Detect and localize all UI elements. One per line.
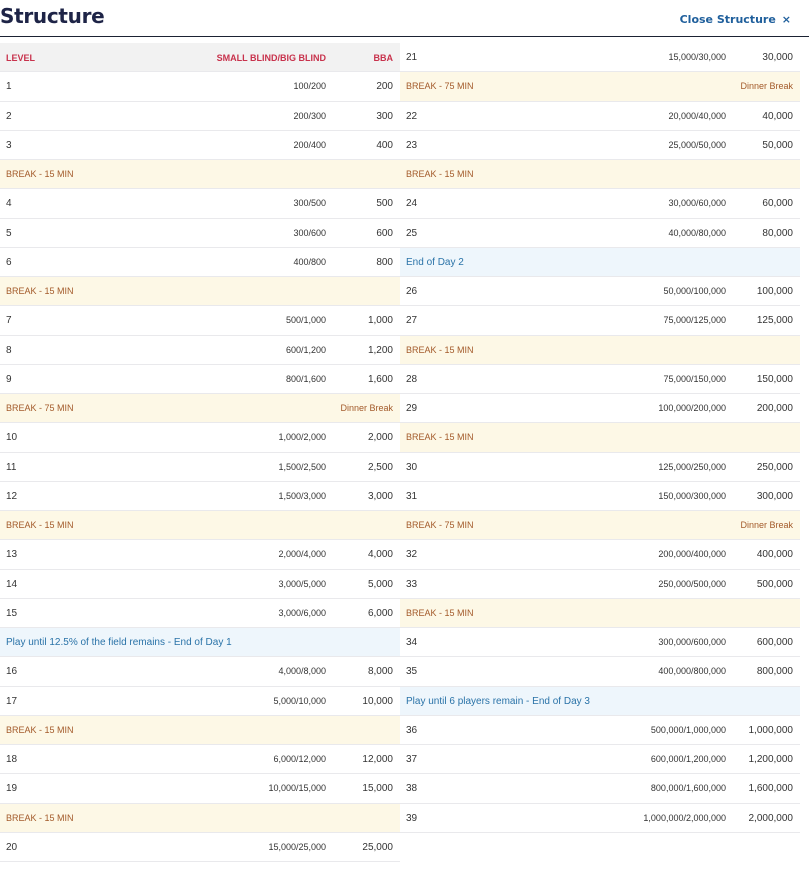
break-note: Dinner Break	[740, 81, 793, 92]
level-number: 26	[406, 286, 418, 297]
blinds-value: 15,000/25,000	[268, 841, 326, 852]
bba-value: 200	[376, 81, 393, 93]
break-row	[0, 716, 400, 745]
level-number: 3	[6, 139, 12, 151]
level-row	[400, 394, 800, 423]
level-row	[400, 716, 800, 745]
level-number: 27	[406, 315, 418, 327]
bba-value: 150,000	[756, 373, 793, 385]
level-number: 30	[406, 461, 418, 473]
structure-table-right	[400, 43, 800, 833]
page-title: Structure	[0, 4, 105, 28]
level-number: 13	[6, 549, 18, 561]
break-label: BREAK - 75 MIN	[406, 81, 474, 92]
level-row	[400, 804, 800, 833]
blinds-value: 600,000/1,200,000	[650, 754, 726, 764]
level-number: 33	[406, 578, 418, 590]
level-row	[400, 540, 800, 569]
blinds-value: 150,000/300,000	[658, 490, 726, 501]
level-number: 19	[6, 783, 18, 795]
blinds-value: 200,000/400,000	[658, 549, 726, 560]
level-row	[0, 189, 400, 218]
break-label: BREAK - 15 MIN	[6, 724, 74, 735]
level-row	[400, 570, 800, 599]
blinds-value: 5,000/10,000	[273, 695, 326, 706]
break-label: BREAK - 15 MIN	[406, 344, 474, 355]
blinds-value: 3,000/5,000	[278, 578, 326, 589]
level-row	[400, 306, 800, 335]
level-row	[0, 687, 400, 716]
level-number: 25	[406, 227, 418, 239]
blinds-value: 200/400	[293, 139, 326, 150]
blinds-value: 30,000/60,000	[668, 198, 726, 209]
bba-value: 12,000	[362, 754, 393, 765]
structure-tables	[0, 43, 800, 890]
bba-value: 100,000	[756, 286, 793, 297]
level-number: 14	[6, 578, 18, 590]
level-row	[0, 219, 400, 248]
level-row	[0, 774, 400, 803]
level-number: 7	[6, 315, 12, 327]
bba-value: 60,000	[762, 198, 793, 210]
break-row	[0, 804, 400, 833]
level-row	[0, 599, 400, 628]
blinds-value: 800/1,600	[285, 373, 326, 384]
break-label: BREAK - 75 MIN	[406, 520, 474, 530]
blinds-value: 200/300	[293, 110, 326, 121]
bba-value: 800	[376, 256, 393, 268]
level-row	[0, 306, 400, 335]
blinds-value: 3,000/6,000	[278, 607, 326, 618]
blinds-value: 1,500/2,500	[278, 461, 326, 472]
bba-value: 1,000,000	[748, 724, 793, 736]
blinds-value: 100,000/200,000	[658, 403, 726, 413]
break-row	[400, 160, 800, 189]
blinds-value: 300/600	[293, 227, 326, 238]
level-number: 22	[406, 110, 418, 122]
bba-value: 300,000	[756, 490, 793, 502]
break-label: BREAK - 15 MIN	[406, 607, 474, 618]
level-row	[400, 657, 800, 686]
bba-value: 300	[376, 110, 393, 122]
level-row	[0, 657, 400, 686]
bba-value: 1,200,000	[748, 754, 793, 765]
level-row	[400, 131, 800, 160]
level-row	[400, 453, 800, 482]
level-row	[400, 628, 800, 657]
break-row	[400, 72, 800, 101]
break-label: BREAK - 15 MIN	[6, 169, 74, 179]
level-row	[400, 102, 800, 131]
day-end-label: End of Day 2	[406, 256, 464, 268]
bba-value: 125,000	[756, 315, 793, 327]
break-row	[400, 423, 800, 452]
blinds-value: 40,000/80,000	[668, 227, 726, 238]
blinds-value: 600/1,200	[285, 344, 326, 355]
level-row	[0, 540, 400, 569]
blinds-value: 400,000/800,000	[658, 666, 726, 677]
blinds-value: 25,000/50,000	[668, 139, 726, 150]
close-structure-label: Close Structure	[679, 13, 776, 26]
level-row	[0, 102, 400, 131]
level-number: 34	[406, 637, 418, 648]
level-number: 2	[6, 110, 12, 122]
bba-column-header: BBA	[373, 53, 393, 63]
bba-value: 8,000	[367, 666, 393, 678]
break-label: BREAK - 15 MIN	[6, 520, 74, 530]
bba-value: 6,000	[367, 607, 393, 619]
level-number: 38	[406, 783, 418, 795]
level-row	[400, 745, 800, 774]
break-row	[0, 511, 400, 540]
break-row	[0, 160, 400, 189]
level-row	[400, 219, 800, 248]
blinds-value: 2,000/4,000	[278, 549, 326, 560]
level-number: 9	[6, 373, 12, 385]
bba-value: 1,200	[367, 344, 393, 356]
level-row	[400, 482, 800, 511]
blinds-value: 500/1,000	[285, 315, 326, 326]
break-row	[0, 277, 400, 306]
break-note: Dinner Break	[740, 520, 793, 530]
level-number: 29	[406, 403, 418, 414]
blinds-value: 300,000/600,000	[658, 637, 726, 647]
blinds-value: 20,000/40,000	[668, 110, 726, 121]
level-row	[0, 833, 400, 862]
level-row	[0, 131, 400, 160]
level-row	[0, 482, 400, 511]
blinds-value: 1,000,000/2,000,000	[643, 812, 726, 823]
level-row	[400, 365, 800, 394]
level-number: 23	[406, 139, 418, 151]
level-number: 8	[6, 344, 12, 356]
bba-value: 15,000	[362, 783, 393, 795]
blinds-value: 75,000/125,000	[663, 315, 726, 326]
bba-value: 2,000	[367, 432, 393, 444]
bba-value: 4,000	[367, 549, 393, 561]
day-end-row	[0, 628, 400, 657]
level-number: 1	[6, 81, 12, 93]
blinds-value: 500,000/1,000,000	[650, 724, 726, 735]
bba-value: 2,000,000	[748, 812, 793, 824]
bba-value: 200,000	[756, 403, 793, 414]
structure-header	[0, 0, 809, 37]
level-row	[400, 189, 800, 218]
break-label: BREAK - 75 MIN	[6, 403, 74, 413]
bba-value: 400,000	[756, 549, 793, 561]
blinds-value: 50,000/100,000	[663, 286, 726, 296]
level-row	[0, 453, 400, 482]
break-row	[400, 599, 800, 628]
blinds-value: 400/800	[293, 256, 326, 267]
blinds-value: 75,000/150,000	[663, 373, 726, 384]
level-number: 36	[406, 724, 418, 736]
level-number: 39	[406, 812, 418, 824]
bba-value: 50,000	[762, 139, 793, 151]
break-note: Dinner Break	[340, 403, 393, 413]
day-end-label: Play until 6 players remain - End of Day 3	[406, 695, 590, 707]
level-number: 4	[6, 198, 12, 210]
bba-value: 25,000	[362, 841, 393, 853]
bba-value: 400	[376, 139, 393, 151]
bba-value: 1,600,000	[748, 783, 793, 795]
level-number: 32	[406, 549, 418, 561]
level-row	[400, 774, 800, 803]
break-row	[0, 394, 400, 423]
bba-value: 600,000	[756, 637, 793, 648]
level-number: 17	[6, 695, 18, 707]
break-label: BREAK - 15 MIN	[6, 812, 74, 823]
level-row	[400, 277, 800, 306]
bba-value: 1,600	[367, 373, 393, 385]
bba-value: 250,000	[756, 461, 793, 473]
level-number: 12	[6, 490, 18, 502]
day-end-row	[400, 248, 800, 277]
level-row	[0, 745, 400, 774]
bba-value: 500,000	[756, 578, 793, 590]
level-row	[400, 43, 800, 72]
level-number: 20	[6, 841, 18, 853]
break-row	[400, 511, 800, 540]
bba-value: 600	[376, 227, 393, 239]
bba-value: 1,000	[367, 315, 393, 327]
level-number: 11	[6, 461, 17, 473]
close-structure-button[interactable]	[680, 13, 791, 26]
level-row	[0, 248, 400, 277]
break-label: BREAK - 15 MIN	[6, 286, 74, 296]
level-number: 24	[406, 198, 418, 210]
level-number: 5	[6, 227, 12, 239]
blinds-value: 6,000/12,000	[273, 754, 326, 764]
level-number: 21	[406, 52, 418, 63]
bba-value: 2,500	[367, 461, 393, 473]
level-number: 35	[406, 666, 418, 678]
bba-value: 800,000	[756, 666, 793, 678]
level-number: 10	[6, 432, 18, 444]
bba-value: 500	[376, 198, 393, 210]
day-end-label: Play until 12.5% of the field remains - End of Day 1	[6, 637, 232, 648]
level-row	[0, 72, 400, 101]
level-row	[0, 423, 400, 452]
table-header-row	[0, 43, 400, 72]
bba-value: 30,000	[762, 52, 793, 63]
blinds-value: 100/200	[293, 81, 326, 92]
bba-value: 40,000	[762, 110, 793, 122]
break-label: BREAK - 15 MIN	[406, 432, 474, 443]
blinds-value: 300/500	[293, 198, 326, 209]
bba-value: 3,000	[367, 490, 393, 502]
close-icon: ×	[781, 13, 791, 26]
level-column-header: LEVEL	[6, 53, 36, 63]
level-number: 31	[406, 490, 418, 502]
level-number: 28	[406, 373, 418, 385]
break-row	[400, 336, 800, 365]
blinds-value: 800,000/1,600,000	[650, 783, 726, 794]
blinds-value: 1,500/3,000	[278, 490, 326, 501]
level-row	[0, 365, 400, 394]
level-number: 6	[6, 256, 12, 268]
structure-table-left	[0, 43, 400, 862]
blinds-value: 15,000/30,000	[668, 52, 726, 62]
blinds-value: 1,000/2,000	[278, 432, 326, 443]
blinds-value: 125,000/250,000	[658, 461, 726, 472]
blinds-value: 10,000/15,000	[268, 783, 326, 794]
blinds-column-header: SMALL BLIND/BIG BLIND	[216, 53, 326, 63]
level-number: 18	[6, 754, 18, 765]
blinds-value: 250,000/500,000	[658, 578, 726, 589]
bba-value: 80,000	[762, 227, 793, 239]
level-number: 37	[406, 754, 418, 765]
blinds-value: 4,000/8,000	[278, 666, 326, 677]
level-row	[0, 570, 400, 599]
level-number: 16	[6, 666, 18, 678]
level-row	[0, 336, 400, 365]
bba-value: 10,000	[362, 695, 393, 707]
break-label: BREAK - 15 MIN	[406, 169, 474, 179]
level-number: 15	[6, 607, 18, 619]
bba-value: 5,000	[367, 578, 393, 590]
day-end-row	[400, 687, 800, 716]
